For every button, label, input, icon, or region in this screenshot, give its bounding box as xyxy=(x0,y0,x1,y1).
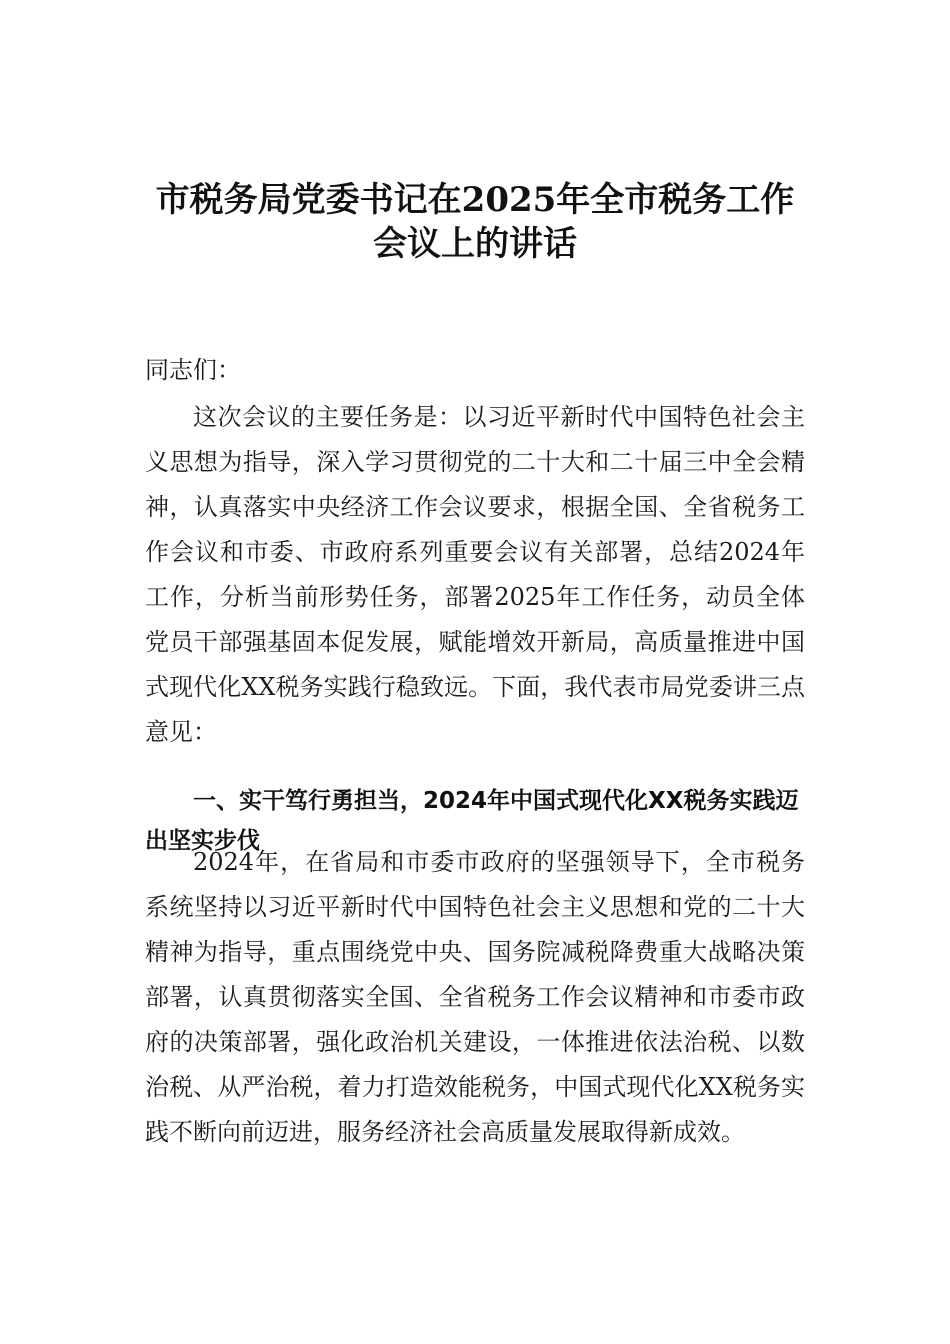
section-heading-1: 一、实干笃行勇担当，2024年中国式现代化XX税务实践迈出坚实步伐 xyxy=(145,788,799,854)
paragraph-intro: 这次会议的主要任务是：以习近平新时代中国特色社会主义思想为指导，深入学习贯彻党的二十大和二十届三中全会精神，认真落实中央经济工作会议要求，根据全国、全省税务工作会议和市委、市政府系列重要会议有关部署，总结2024年工作，分析当前形势任务，部署2025年工作任务，动员全体党员干部强基固本促发展，赋能增效开新局，高质量推进中国式现代化XX税务实践行稳致远。下面，我代表市局党委讲三点意见： xyxy=(145,403,805,746)
document-title-line-2: 会议上的讲话 xyxy=(373,224,577,264)
paragraph-section-1: 2024年，在省局和市委市政府的坚强领导下，全市税务系统坚持以习近平新时代中国特色社会主义思想和党的二十大精神为指导，重点围绕党中央、国务院减税降费重大战略决策部署，认真贯彻落实全国、全省税务工作会议精神和市委市政府的决策部署，强化政治机关建设，一体推进依法治税、以数治税、从严治税，着力打造效能税务，中国式现代化XX税务实践不断向前迈进，服务经济社会高质量发展取得新成效。 xyxy=(145,848,805,1146)
salutation: 同志们： xyxy=(145,356,241,384)
document-title-line-1: 市税务局党委书记在2025年全市税务工作 xyxy=(155,180,795,220)
